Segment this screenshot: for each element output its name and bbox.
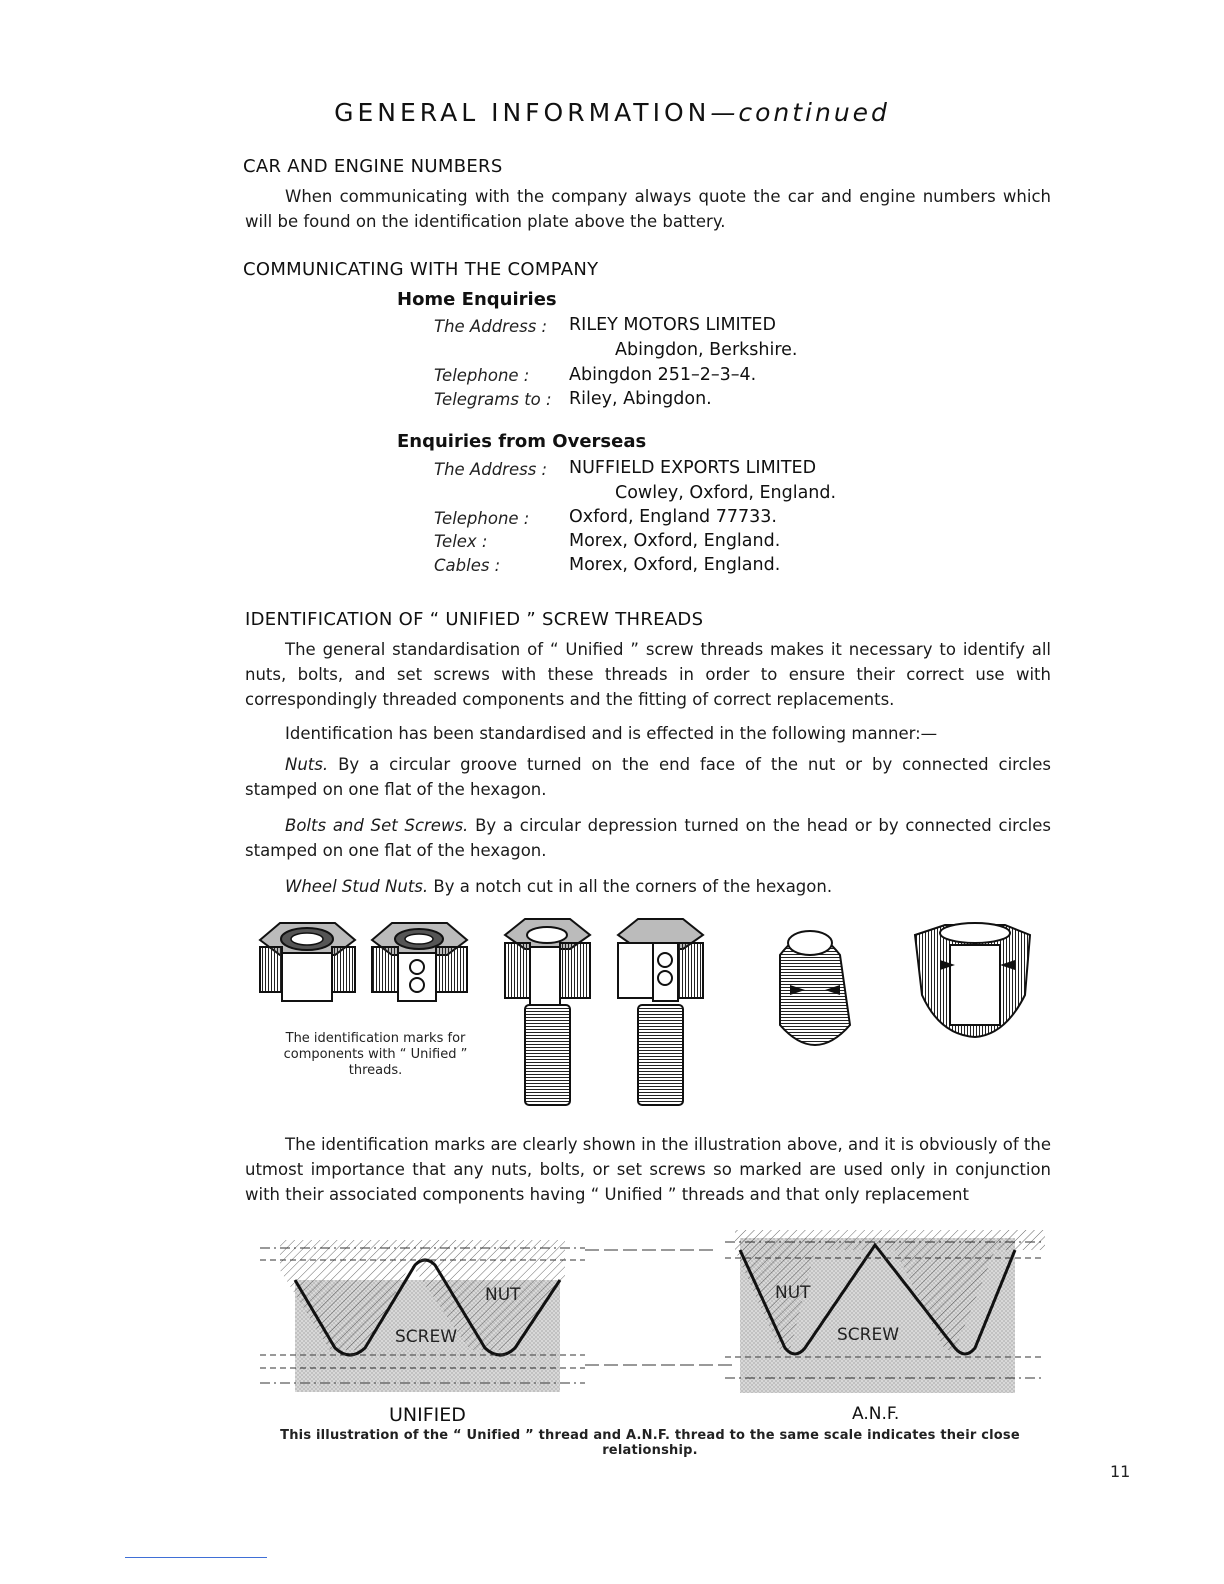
components-illustration	[250, 915, 1050, 1115]
home-address-line2: Abingdon, Berkshire.	[615, 340, 798, 360]
overseas-telex-value: Morex, Oxford, England.	[569, 531, 781, 551]
nuts-text: By a circular groove turned on the end face of the nut or by connected circles stamped on one flat of the hexagon.	[245, 755, 1051, 799]
overseas-telex-label: Telex :	[434, 532, 488, 551]
car-engine-paragraph	[245, 184, 1051, 234]
wheel-nut-dome-drawing	[780, 931, 850, 1045]
unified-thread-profile	[260, 1240, 585, 1392]
unified-paragraph-3	[245, 1132, 1051, 1207]
home-telegrams-value: Riley, Abingdon.	[569, 389, 712, 409]
footer-link-line	[125, 1557, 267, 1558]
unified-heading: IDENTIFICATION OF “ UNIFIED ” SCREW THREADS	[245, 609, 704, 630]
overseas-telephone-label: Telephone :	[434, 509, 530, 528]
nuts-label: Nuts.	[285, 755, 329, 774]
home-telephone-value: Abingdon 251–2–3–4.	[569, 365, 757, 385]
communicating-heading: COMMUNICATING WITH THE COMPANY	[243, 259, 599, 280]
overseas-cables-value: Morex, Oxford, England.	[569, 555, 781, 575]
anf-thread-profile	[725, 1230, 1045, 1393]
thread-profiles-illustration	[255, 1220, 1055, 1400]
wheel-text: By a notch cut in all the corners of the hexagon.	[433, 877, 833, 896]
anf-screw-label: SCREW	[837, 1325, 900, 1345]
nut-groove-drawing	[260, 923, 355, 1001]
unified-caption: UNIFIED	[389, 1404, 466, 1426]
bolts-text: By a circular depression turned on the head or by connected circles stamped on one flat of the hexagon.	[245, 816, 1051, 860]
wheel-paragraph	[245, 874, 1051, 899]
car-engine-heading: CAR AND ENGINE NUMBERS	[243, 156, 503, 177]
home-telephone-label: Telephone :	[434, 366, 530, 385]
unified-p3-text: The identification marks are clearly shown in the illustration above, and it is obviously of the utmost importance that any nuts, bolts, or set screws so marked are used only in conjunction with their associated components having “ Unified ” threads and that only replacement	[245, 1135, 1051, 1204]
home-address-label: The Address :	[434, 317, 548, 336]
unified-paragraph-2	[245, 721, 1051, 746]
unified-p2-text: Identification has been standardised and is effected in the following manner:—	[285, 724, 938, 743]
unified-screw-label: SCREW	[395, 1327, 458, 1347]
page-title-continued: —continued	[710, 98, 890, 127]
nuts-paragraph	[245, 752, 1051, 802]
home-address-line1: RILEY MOTORS LIMITED	[569, 315, 776, 335]
home-enquiries-heading: Home Enquiries	[397, 289, 557, 310]
bolt-depression-drawing	[505, 919, 590, 1105]
unified-nut-label: NUT	[485, 1285, 521, 1305]
unified-p1-text: The general standardisation of “ Unified ” screw threads makes it necessary to identify all nuts, bolts, and set screws with these threads in order to ensure their correct use with correspondingly threaded components and the fitting of correct replacements.	[245, 640, 1051, 709]
car-engine-text: When communicating with the company always quote the car and engine numbers which will be found on the identification plate above the battery.	[245, 187, 1051, 231]
anf-caption: A.N.F.	[852, 1404, 900, 1424]
overseas-cables-label: Cables :	[434, 556, 501, 575]
nut-circles-drawing	[372, 923, 467, 1001]
home-telegrams-label: Telegrams to :	[434, 390, 552, 409]
bolt-circles-drawing	[618, 919, 703, 1105]
overseas-enquiries-heading: Enquiries from Overseas	[397, 431, 647, 452]
bolts-label: Bolts and Set Screws.	[285, 816, 469, 835]
components-caption: The identification marks for components with “ Unified ” threads.	[283, 1031, 468, 1078]
overseas-telephone-value: Oxford, England 77733.	[569, 507, 777, 527]
overseas-address-label: The Address :	[434, 460, 548, 479]
anf-nut-label: NUT	[775, 1283, 811, 1303]
page-title-main: GENERAL INFORMATION	[334, 98, 711, 127]
unified-paragraph-1	[245, 637, 1051, 712]
thread-figure-caption-text: This illustration of the “ Unified ” thread and A.N.F. thread to the same scale indicates their close relationship.	[280, 1428, 1020, 1458]
page-title	[0, 98, 1224, 127]
bolts-paragraph	[245, 813, 1051, 863]
wheel-nut-side-drawing	[915, 923, 1030, 1037]
page-number: 11	[1110, 1462, 1131, 1481]
overseas-address-line2: Cowley, Oxford, England.	[615, 483, 837, 503]
wheel-label: Wheel Stud Nuts.	[285, 877, 429, 896]
overseas-address-line1: NUFFIELD EXPORTS LIMITED	[569, 458, 817, 478]
